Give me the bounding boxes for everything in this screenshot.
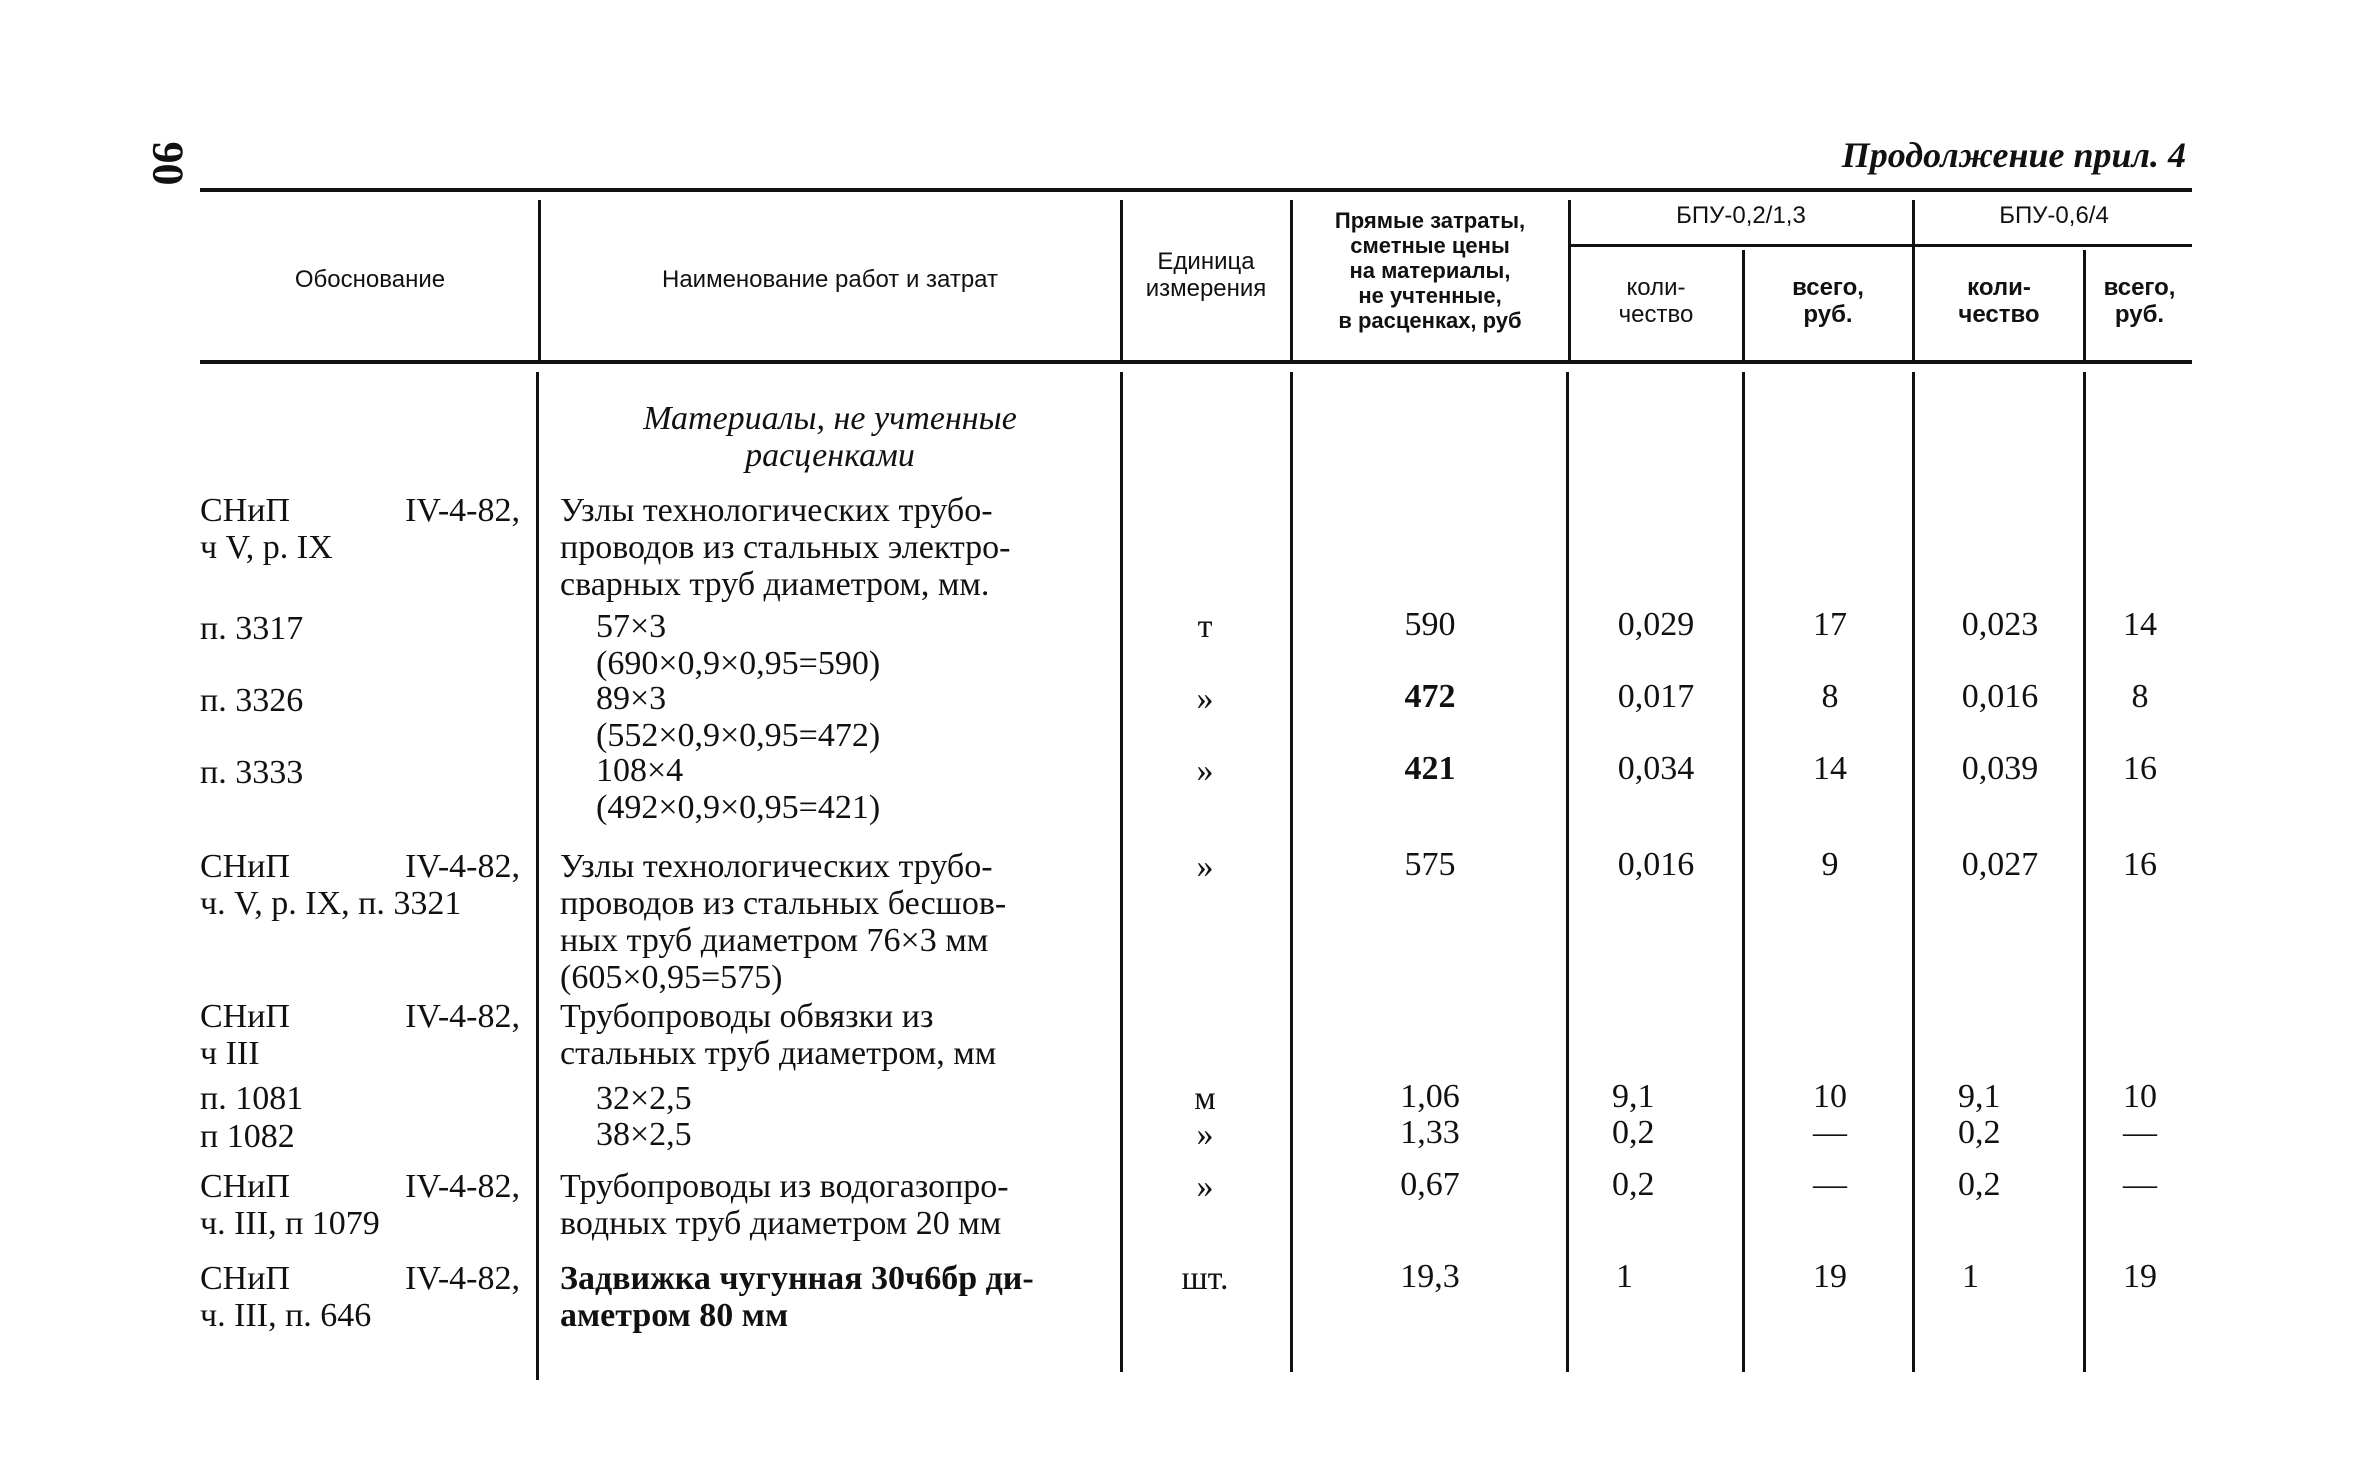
item-name: 57×3 (690×0,9×0,95=590) xyxy=(596,608,881,682)
body-divider xyxy=(536,372,539,1380)
header-total-1: всего, руб. xyxy=(1792,274,1864,328)
item-qty-1: 0,017 xyxy=(1617,678,1695,715)
group-unit: » xyxy=(1196,1168,1214,1205)
header-divider xyxy=(1290,200,1293,360)
header-divider xyxy=(1120,200,1123,360)
group-justification: СНиП IV-4-82, ч III xyxy=(200,998,520,1072)
header-divider xyxy=(1912,200,1915,360)
group-qty-2: 1 xyxy=(1962,1258,1979,1295)
group-name: Узлы технологических трубо- проводов из стальных электро- сварных труб диаметром, мм. xyxy=(560,492,1011,603)
item-total-1: 17 xyxy=(1813,606,1847,643)
item-qty-2: 9,1 xyxy=(1958,1078,2001,1115)
group-unit: » xyxy=(1196,848,1214,885)
body-divider xyxy=(2083,372,2086,1372)
group-price: 0,67 xyxy=(1400,1166,1460,1203)
header-bpu-1: БПУ-0,2/1,3 xyxy=(1676,202,1806,229)
group-qty-1: 0,016 xyxy=(1617,846,1695,883)
item-unit: » xyxy=(1196,752,1214,789)
item-name: 89×3 (552×0,9×0,95=472) xyxy=(596,680,881,754)
header-divider xyxy=(1742,250,1745,360)
group-price: 575 xyxy=(1404,846,1456,883)
item-unit: м xyxy=(1194,1080,1216,1117)
header-bottom-rule xyxy=(200,360,2192,364)
group-justification: СНиП IV-4-82, ч. V, р. IX, п. 3321 xyxy=(200,848,520,922)
group-total-1: — xyxy=(1813,1166,1847,1203)
item-total-1: 10 xyxy=(1813,1078,1847,1115)
item-name: 38×2,5 xyxy=(596,1116,692,1153)
group-total-1: 19 xyxy=(1813,1258,1847,1295)
item-unit: т xyxy=(1197,608,1213,645)
group-justification: СНиП IV-4-82, ч V, р. IX xyxy=(200,492,520,566)
group-qty-1: 1 xyxy=(1616,1258,1633,1295)
group-total-2: — xyxy=(2123,1166,2157,1203)
item-unit: » xyxy=(1196,1116,1214,1153)
header-justification: Обоснование xyxy=(294,266,446,293)
header-divider xyxy=(1568,200,1571,360)
header-direct-costs: Прямые затраты, сметные цены на материалы, не учтенные, в расценках, руб xyxy=(1334,208,1526,333)
group-unit: шт. xyxy=(1181,1260,1229,1297)
item-qty-1: 0,029 xyxy=(1617,606,1695,643)
item-qty-2: 0,039 xyxy=(1961,750,2039,787)
item-total-2: — xyxy=(2123,1114,2157,1151)
group-justification: СНиП IV-4-82, ч. III, п. 646 xyxy=(200,1260,520,1334)
item-total-1: 14 xyxy=(1813,750,1847,787)
table-top-rule xyxy=(200,188,2192,192)
body-divider xyxy=(1742,372,1745,1372)
item-justification: п. 1081 xyxy=(200,1080,304,1117)
item-qty-1: 0,2 xyxy=(1612,1114,1655,1151)
group-qty-2: 0,027 xyxy=(1961,846,2039,883)
group-total-2: 19 xyxy=(2123,1258,2157,1295)
group-qty-2: 0,2 xyxy=(1958,1166,2001,1203)
item-qty-1: 0,034 xyxy=(1617,750,1695,787)
header-name: Наименование работ и затрат xyxy=(661,266,998,293)
header-divider xyxy=(538,200,541,360)
body-divider xyxy=(1912,372,1915,1372)
item-justification: п. 3333 xyxy=(200,754,304,791)
item-qty-1: 9,1 xyxy=(1612,1078,1655,1115)
group-price: 19,3 xyxy=(1400,1258,1460,1295)
body-divider xyxy=(1120,372,1123,1372)
header-unit: Единица измерения xyxy=(1145,248,1267,302)
item-name: 108×4 (492×0,9×0,95=421) xyxy=(596,752,881,826)
item-total-2: 8 xyxy=(2131,678,2149,715)
item-justification: п. 3317 xyxy=(200,610,304,647)
group-qty-1: 0,2 xyxy=(1612,1166,1655,1203)
header-bpu-2: БПУ-0,6/4 xyxy=(1999,202,2109,229)
group-name: Трубопроводы обвязки из стальных труб диаметром, мм xyxy=(560,998,997,1072)
item-qty-2: 0,2 xyxy=(1958,1114,2001,1151)
group-total-2: 16 xyxy=(2123,846,2157,883)
item-price: 1,33 xyxy=(1400,1114,1460,1151)
item-total-1: — xyxy=(1813,1114,1847,1151)
item-price: 421 xyxy=(1404,750,1456,787)
item-justification: п 1082 xyxy=(200,1118,295,1155)
body-divider xyxy=(1566,372,1569,1372)
group-name: Задвижка чугунная 30ч6бр ди- аметром 80 мм xyxy=(560,1260,1034,1334)
group-name: Узлы технологических трубо- проводов из стальных бесшов- ных труб диаметром 76×3 мм (605×0,95=575) xyxy=(560,848,1007,996)
page-number: 90 xyxy=(143,141,193,186)
header-divider xyxy=(2083,250,2086,360)
item-qty-2: 0,016 xyxy=(1961,678,2039,715)
group-name: Трубопроводы из водогазопро- водных труб диаметром 20 мм xyxy=(560,1168,1009,1242)
body-divider xyxy=(1290,372,1293,1372)
item-total-2: 10 xyxy=(2123,1078,2157,1115)
item-total-2: 16 xyxy=(2123,750,2157,787)
bpu-sub-rule xyxy=(1570,244,2192,247)
item-qty-2: 0,023 xyxy=(1961,606,2039,643)
group-total-1: 9 xyxy=(1821,846,1839,883)
section-title: Материалы, не учтенные расценками xyxy=(643,400,1017,474)
group-justification: СНиП IV-4-82, ч. III, п 1079 xyxy=(200,1168,520,1242)
header-qty-2: коли- чество xyxy=(1958,274,2040,328)
continuation-label: Продолжение прил. 4 xyxy=(1841,135,2186,175)
item-unit: » xyxy=(1196,680,1214,717)
header-qty-1: коли- чество xyxy=(1618,274,1694,328)
header-total-2: всего, руб. xyxy=(2103,274,2176,328)
item-price: 590 xyxy=(1404,606,1456,643)
item-price: 1,06 xyxy=(1400,1078,1460,1115)
item-name: 32×2,5 xyxy=(596,1080,692,1117)
item-price: 472 xyxy=(1404,678,1456,715)
item-total-2: 14 xyxy=(2123,606,2157,643)
item-justification: п. 3326 xyxy=(200,682,304,719)
item-total-1: 8 xyxy=(1821,678,1839,715)
